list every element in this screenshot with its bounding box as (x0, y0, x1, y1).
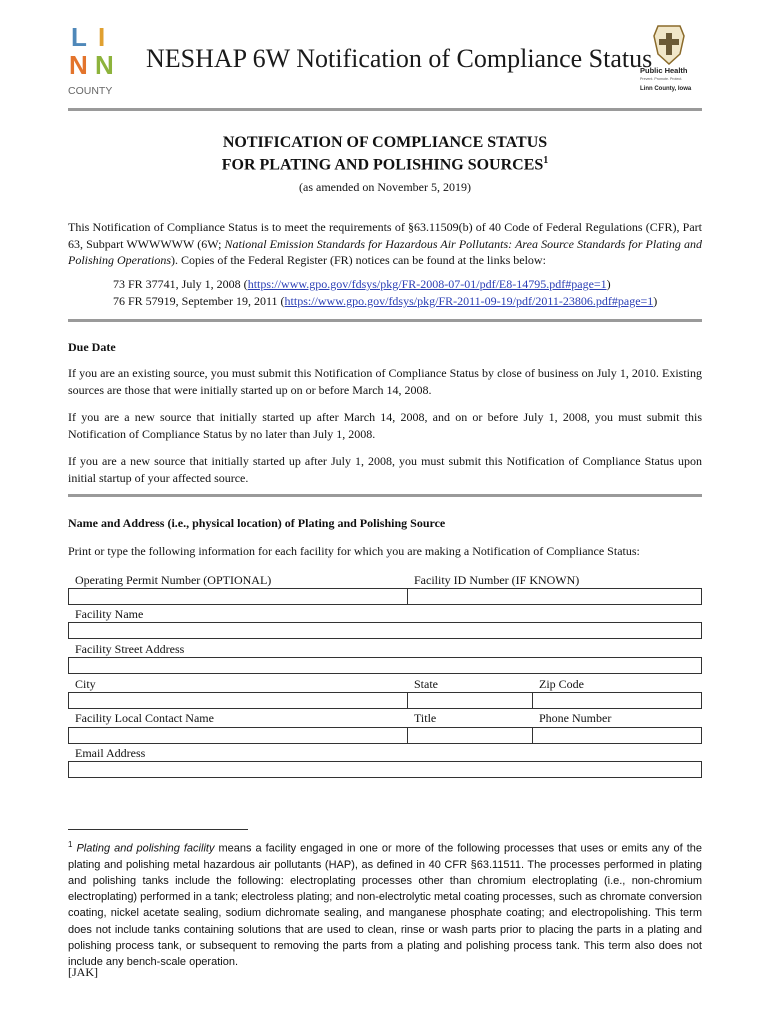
public-health-logo (638, 24, 704, 92)
name-address-instructions: Print or type the following information for each facility for which you are making a Notification of Compliance Status: (68, 544, 640, 558)
svg-text:Prevent. Promote. Protect.: Prevent. Promote. Protect. (640, 77, 683, 81)
amended-date: (as amended on November 5, 2019) (299, 180, 471, 194)
section-divider-1 (68, 319, 702, 322)
facility-name-field[interactable] (68, 622, 702, 639)
facility-name-label: Facility Name (75, 607, 144, 621)
contact-name-field[interactable] (68, 727, 408, 744)
due-date-p1: If you are an existing source, you must submit this Notification of Compliance Status by close of business on July 1, 2010. Existing sources are those that were initially started up on or before March 14, 2008. (68, 366, 702, 397)
email-label: Email Address (75, 746, 146, 760)
phone-label: Phone Number (539, 711, 612, 725)
facility-id-field[interactable] (407, 588, 702, 605)
phone-field[interactable] (532, 727, 702, 744)
intro-paragraph: This Notification of Compliance Status is to meet the requirements of §63.11509(b) of 40 Code of Federal Regulations (CFR), Part 63, Subpart WWWWWW (6W; National Emission Standards for Hazardous Air Pollutants: Area Source Standards for Plating and Polishing Operations). Copies of the Federal Register (FR) notices can be found at the links below: (68, 220, 702, 267)
city-field[interactable] (68, 692, 408, 709)
logo-letter-n1: N (69, 50, 88, 80)
state-field[interactable] (407, 692, 533, 709)
heading-line2: FOR PLATING AND POLISHING SOURCES$^1$ (221, 155, 549, 174)
logo-letter-l: L (71, 22, 87, 52)
svg-text:Public Health: Public Health (640, 66, 688, 75)
footnote-divider (68, 829, 248, 830)
title-field[interactable] (407, 727, 533, 744)
state-label: State (414, 677, 438, 691)
footnote: $^1$ Plating and polishing facility means a facility engaged in one or more of the following processes that uses or emits any of the plating and polishing metal hazardous air pollutants (HAP), as defined in 40 CFR §63.11511. The processes performed in plating and polishing tanks include the following: electroplating processes other than chromium electroplating (i.e., non-chromium electroplating) performed in a tank; electroless plating; and non-electrolytic metal coating processes, such as chromate conversion coating, nickel acetate sealing, sodium dichromate sealing, and manganese phosphate coating; and electropolishing. This term does not include tanks containing solutions that are used to clean, rinse or wash parts prior to placing the parts in a plating and polishing process tank, or subsequent to removing the parts from a plating and polishing process tank. This term also does not include any bench-scale operation. (68, 840, 703, 969)
logo-letter-n2: N (95, 50, 114, 80)
page-title: NESHAP 6W Notification of Compliance Status (146, 44, 653, 73)
logo-letter-i: I (98, 22, 106, 52)
heading-line1: NOTIFICATION OF COMPLIANCE STATUS (222, 134, 548, 151)
due-date-p3: If you are a new source that initially started up after July 1, 2008, you must submit this Notification of Compliance Status upon initial startup of your affected source. (68, 454, 702, 485)
facility-id-label: Facility ID Number (IF KNOWN) (414, 573, 580, 587)
fr-reference-2: 76 FR 57919, September 19, 2011 (https://www.gpo.gov/fdsys/pkg/FR-2011-09-19/pdf/2011-23806.pdf#page=1) (113, 294, 658, 308)
section-divider-2 (68, 494, 702, 497)
zip-label: Zip Code (539, 677, 584, 691)
footer-initials: [JAK] (68, 965, 98, 979)
footnote-mark: 1 (543, 155, 549, 166)
city-label: City (75, 677, 96, 691)
operating-permit-field[interactable] (68, 588, 408, 605)
street-address-field[interactable] (68, 657, 702, 674)
operating-permit-label: Operating Permit Number (OPTIONAL) (75, 573, 272, 587)
fr-reference-1: 73 FR 37741, July 1, 2008 (https://www.gpo.gov/fdsys/pkg/FR-2008-07-01/pdf/E8-14795.pdf#page=1) (113, 277, 611, 291)
svg-text:Linn County, Iowa: Linn County, Iowa (640, 86, 692, 92)
zip-field[interactable] (532, 692, 702, 709)
header-divider (68, 108, 702, 111)
linn-county-logo (68, 22, 120, 100)
logo-county: COUNTY (68, 85, 113, 97)
title-label: Title (414, 711, 437, 725)
fr-link-1[interactable]: https://www.gpo.gov/fdsys/pkg/FR-2008-07-01/pdf/E8-14795.pdf#page=1 (247, 277, 607, 291)
street-address-label: Facility Street Address (75, 642, 185, 656)
fr-link-2[interactable]: https://www.gpo.gov/fdsys/pkg/FR-2011-09-19/pdf/2011-23806.pdf#page=1 (284, 294, 654, 308)
name-address-heading: Name and Address (i.e., physical location) of Plating and Polishing Source (68, 516, 446, 530)
due-date-heading: Due Date (68, 340, 116, 354)
email-field[interactable] (68, 761, 702, 778)
due-date-p2: If you are a new source that initially started up after March 14, 2008, and on or before July 1, 2008, you must submit this Notification of Compliance Status by no later than July 1, 2008. (68, 410, 702, 441)
contact-name-label: Facility Local Contact Name (75, 711, 214, 725)
